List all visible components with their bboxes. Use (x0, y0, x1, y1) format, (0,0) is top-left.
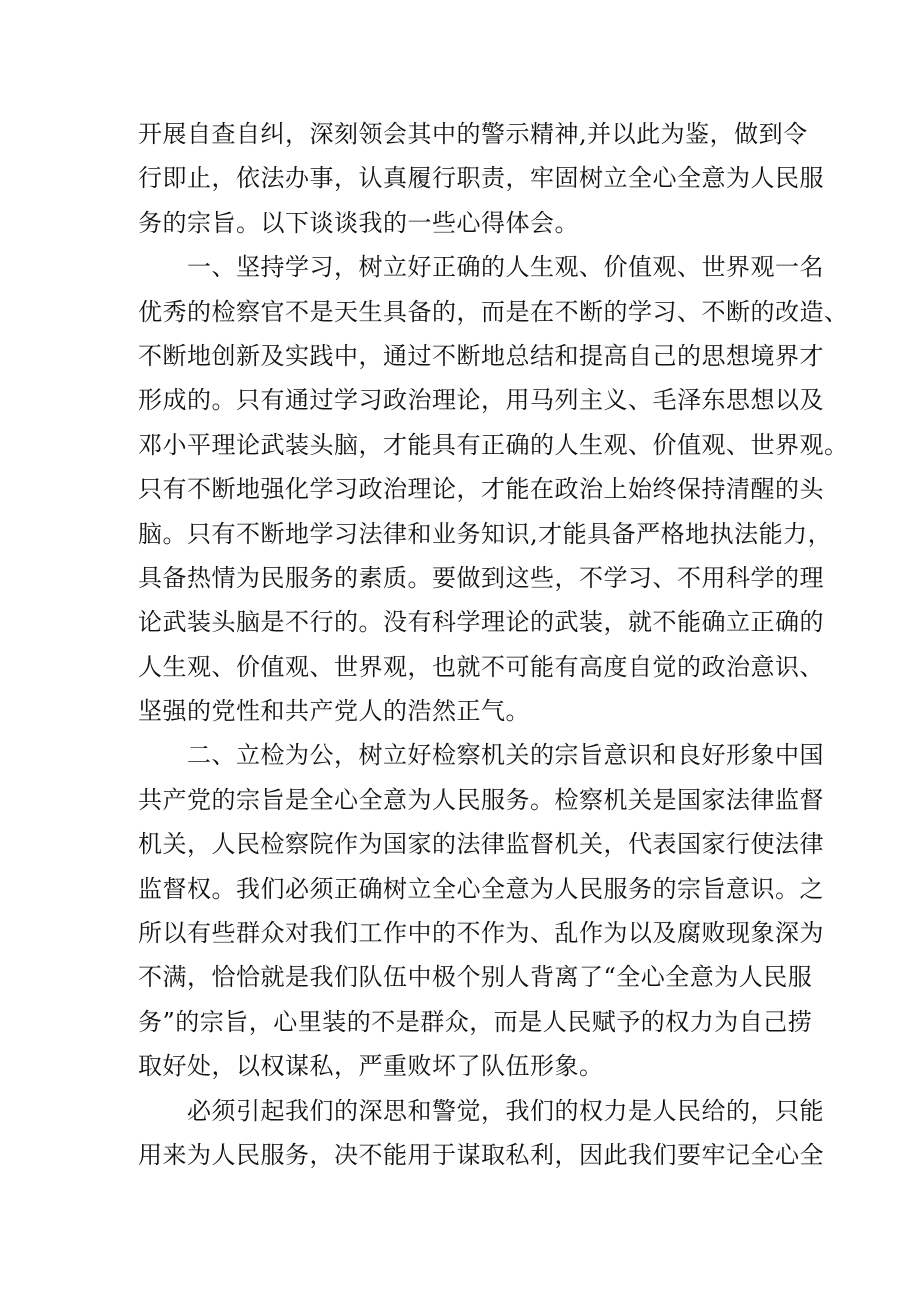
text-line: 坚强的党性和共产党人的浩然正气。 (138, 697, 530, 726)
text-line: 行即止，依法办事，认真履行职责，牢固树立全心全意为人民服 (138, 164, 824, 193)
paragraph-heading-line: 二、立检为公，树立好检察机关的宗旨意识和良好形象中国 (138, 741, 824, 770)
text-line: 具备热情为民服务的素质。要做到这些，不学习、不用科学的理 (138, 563, 824, 592)
text-line: 务”的宗旨，心里装的不是群众，而是人民赋予的权力为自己捞 (138, 1007, 813, 1036)
paragraph-start-line: 必须引起我们的深思和警觉，我们的权力是人民给的，只能 (138, 1096, 824, 1125)
text-line: 脑。只有不断地学习法律和业务知识,才能具备严格地执法能力， (138, 519, 833, 548)
paragraph-heading-line: 一、坚持学习，树立好正确的人生观、价值观、世界观一名 (138, 253, 824, 282)
text-line: 不满，恰恰就是我们队伍中极个别人背离了“全心全意为人民服 (138, 963, 813, 992)
text-line: 不断地创新及实践中，通过不断地总结和提高自己的思想境界才 (138, 341, 824, 370)
text-line: 用来为人民服务，决不能用于谋取私利，因此我们要牢记全心全 (138, 1140, 824, 1169)
text-line: 邓小平理论武装头脑，才能具有正确的人生观、价值观、世界观。 (138, 430, 849, 459)
text-line: 人生观、价值观、世界观，也就不可能有高度自觉的政治意识、 (138, 652, 824, 681)
text-line: 监督权。我们必须正确树立全心全意为人民服务的宗旨意识。之 (138, 874, 824, 903)
text-line: 论武装头脑是不行的。没有科学理论的武装，就不能确立正确的 (138, 608, 824, 637)
text-line: 所以有些群众对我们工作中的不作为、乱作为以及腐败现象深为 (138, 919, 824, 948)
text-line: 机关，人民检察院作为国家的法律监督机关，代表国家行使法律 (138, 830, 824, 859)
text-line: 共产党的宗旨是全心全意为人民服务。检察机关是国家法律监督 (138, 785, 824, 814)
document-body-text (138, 112, 849, 1177)
text-line: 取好处，以权谋私，严重败坏了队伍形象。 (138, 1052, 604, 1081)
text-line: 务的宗旨。以下谈谈我的一些心得体会。 (138, 208, 579, 237)
text-line: 形成的。只有通过学习政治理论，用马列主义、毛泽东思想以及 (138, 386, 824, 415)
text-line: 只有不断地强化学习政治理论，才能在政治上始终保持清醒的头 (138, 475, 824, 504)
text-line: 开展自查自纠，深刻领会其中的警示精神,并以此为鉴，做到令 (138, 120, 808, 148)
text-line: 优秀的检察官不是天生具备的，而是在不断的学习、不断的改造、 (138, 297, 849, 326)
